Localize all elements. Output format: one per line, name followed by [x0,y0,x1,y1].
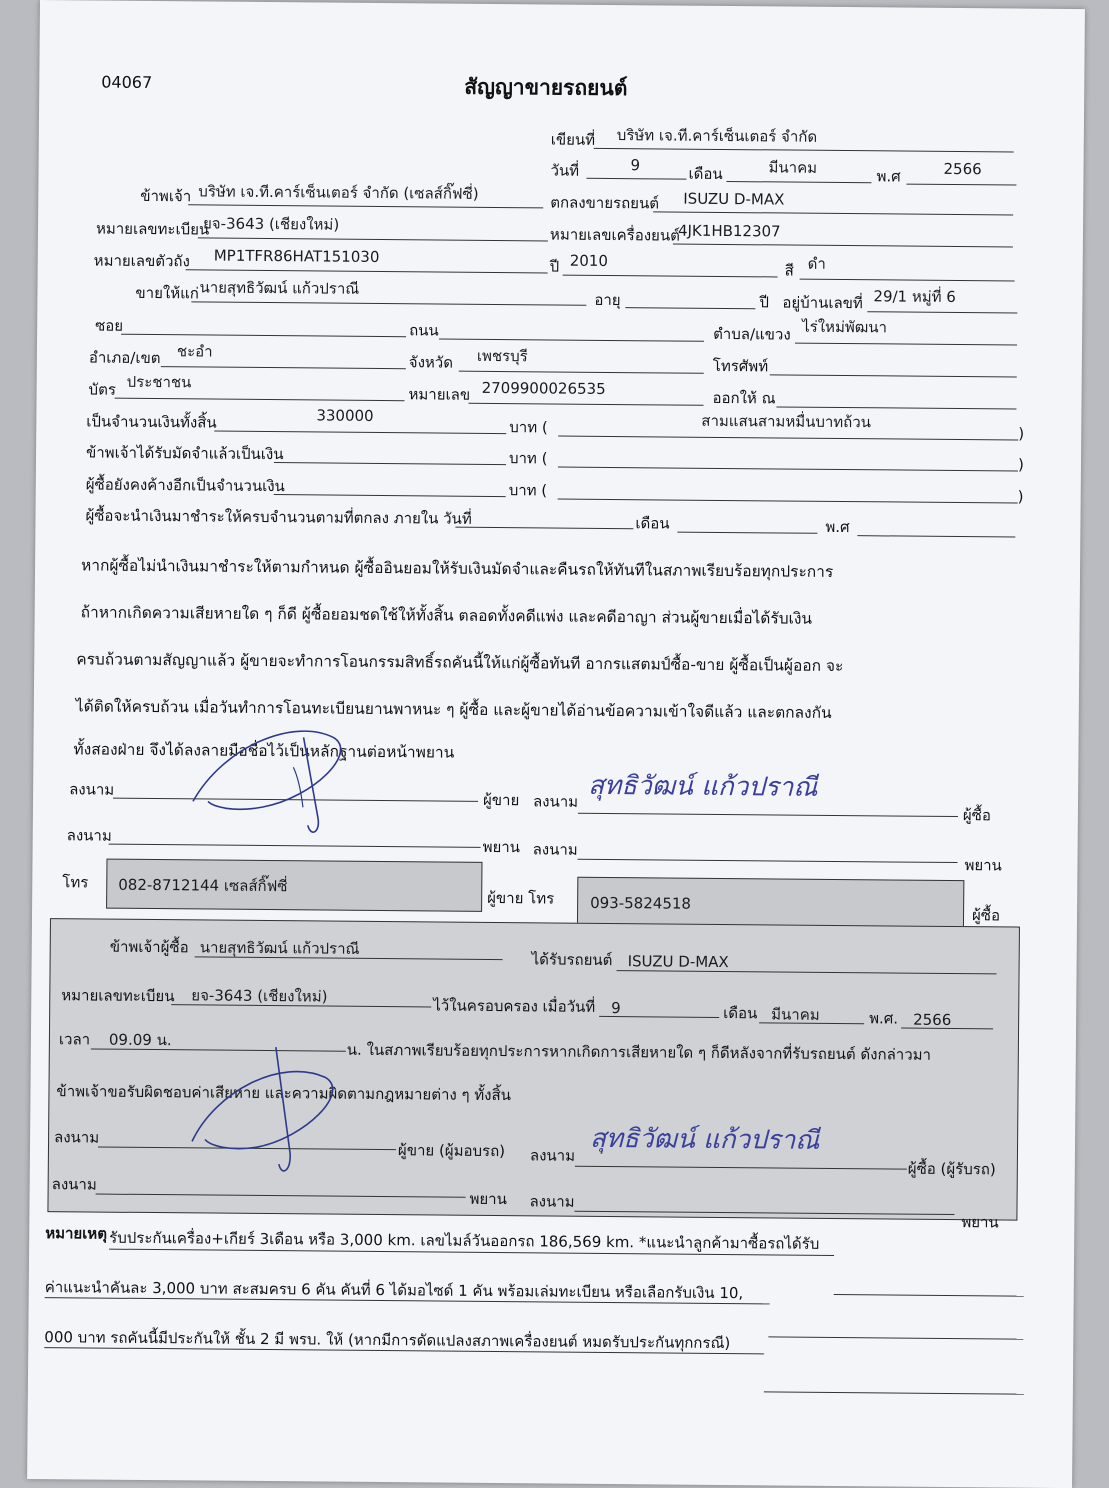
buyer-sign-line [578,813,958,817]
written-at-value: บริษัท เจ.ที.คาร์เซ็นเตอร์ จำกัด [616,126,818,146]
address-line [867,311,1017,313]
deposit-line [274,462,506,465]
due-month-line [677,532,817,534]
reg-value: ยจ-3643 (เชียงใหม่) [202,214,340,234]
subdistrict-value: ไร่ใหม่พัฒนา [802,317,888,337]
date-label: วันที่ [550,161,580,180]
vehicle-year-label: ปี [549,257,560,276]
due-label: ผู้ซื้อจะนำเงินมาชำระให้ครบจำนวนตามที่ตกลง ภายใน วันที่ [85,506,472,528]
receipt-buyer-value: นายสุทธิวัฒน์ แก้วปราณี [199,938,360,958]
vehicle-year-value: 2010 [569,251,609,270]
written-at-line [594,148,1014,153]
color-value: ดำ [807,254,826,273]
seller-phone-role: ผู้ขาย โทร [487,888,555,908]
receipt-witness-sign-label: ลงนาม [51,1175,97,1194]
province-value: เพชรบุรี [476,346,528,366]
due-year-label: พ.ศ [825,517,850,537]
receipt-witness2-sign-label: ลงนาม [529,1192,575,1211]
buyer-sign-label: ลงนาม [532,792,579,811]
terms-line-3: ครบถ้วนตามสัญญาแล้ว ผู้ขายจะทำการโอนกรรมสิทธิ์รถคันนี้ให้แก่ผู้ซื้อทันที อากรแสตมป์ซื้อ-ขาย ผู้ซื้อเป็นผู้ออก จะ [76,650,844,676]
remaining-label: ผู้ซื้อยังคงค้างอีกเป็นจำนวนเงิน [85,475,285,496]
chassis-label: หมายเลขตัวถัง [93,251,190,271]
witness1-sign-label: ลงนาม [66,826,112,845]
total-label: เป็นจำนวนเงินทั้งสิ้น [86,412,217,432]
total-words-line [558,436,1018,441]
witness2-sign-line [578,859,958,863]
card-no-line [468,403,703,406]
receipt-reg-value: ยจ-3643 (เชียงใหม่) [191,986,328,1006]
deposit-baht-label: บาท ( [508,449,548,468]
witness1-role: พยาน [482,837,521,857]
date-line [586,178,686,180]
chassis-value: MP1TFR86HAT151030 [213,246,380,266]
deposit-label: ข้าพเจ้าได้รับมัดจำแล้วเป็นเงิน [85,443,284,464]
seller-signature-drawing [183,706,354,847]
remarks-tail-2 [768,1336,1023,1339]
receipt-time-value: 09.09 น. [108,1030,172,1050]
phone-label: โทรศัพท์ [712,356,769,376]
reg-label: หมายเลขทะเบียน [95,219,210,239]
color-label: สี [784,261,794,280]
seller-line [188,204,543,208]
receipt-buyer-sign-label: ลงนาม [529,1146,576,1165]
year-label: พ.ศ [876,167,901,186]
receipt-seller-role: ผู้ขาย (ผู้มอบรถ) [397,1141,506,1161]
province-line [459,371,704,374]
deposit-words-line [558,467,1018,472]
district-value: ชะอำ [176,342,213,361]
engine-value: 4JK1HB12307 [677,221,781,241]
card-no-value: 2709900026535 [481,378,606,398]
sold-to-label: ขายให้แก่ [135,283,199,303]
card-line [115,398,405,402]
month-value: มีนาคม [768,158,818,177]
soi-line [121,334,406,337]
remarks-line-2: ค่าแนะนำคันละ 3,000 บาท สะสมครบ 6 คัน คันที่ 6 ได้มอไซด์ 1 คัน พร้อมเล่มทะเบียน หรือเลือกรับเงิน 10, [44,1278,744,1303]
remaining-close-paren: ) [1017,487,1024,506]
terms-line-5: ทั้งสองฝ่าย จึงได้ลงลายมือชื่อไว้เป็นหลักฐานต่อหน้าพยาน [73,740,455,762]
deposit-close-paren: ) [1017,455,1024,474]
date-value: 9 [630,156,641,175]
seller-value: บริษัท เจ.ที.คาร์เซ็นเตอร์ จำกัด (เซลส์กิ๊ฟซี่) [198,182,479,203]
card-no-label: หมายเลข [408,385,471,404]
card-value: ประชาชน [126,372,192,392]
remarks-label: หมายเหตุ [45,1224,108,1243]
remarks-tail-3 [764,1391,1024,1394]
total-words: สามแสนสามหมื่นบาทถ้วน [701,411,872,432]
total-close-paren: ) [1018,424,1025,443]
receipt-buyer-label: ข้าพเจ้าผู้ซื้อ [109,937,189,957]
receipt-month-label: เดือน [723,1004,758,1023]
terms-line-1: หากผู้ซื้อไม่นำเงินมาชำระให้ตามกำหนด ผู้ซื้ออินยอมให้รับเงินมัดจำและคืนรถให้ทันทีในสภาพเรียบร้อยทุกประการ [80,556,834,581]
address-label: อยู่บ้านเลขที่ [782,293,863,313]
phone-label: โทร [62,873,89,892]
written-at-label: เขียนที่ [550,130,596,149]
receipt-reg-label: หมายเลขทะเบียน [61,986,175,1006]
total-baht-label: บาท ( [509,418,548,437]
buyer-handwritten-signature: สุทธิวัฒน์ แก้วปราณี [588,770,818,803]
contract-page [27,0,1085,1488]
agree-value: ISUZU D-MAX [683,189,785,209]
engine-label: หมายเลขเครื่องยนต์ [549,225,680,245]
receipt-text-1: น. ในสภาพเรียบร้อยทุกประการหากเกิดการเสียหายใด ๆ ก็ดีหลังจากที่รับรถยนต์ ดังกล่าวมา [346,1040,932,1064]
vehicle-year-line [563,275,778,278]
road-line [439,338,704,341]
terms-line-4: ได้ติดให้ครบถ้วน เมื่อวันทำการโอนทะเบียนยานพาหนะ ๆ ผู้ซื้อ และผู้ขายได้อ่านข้อความเข้าใจดีแล้ว และตกลงกัน [75,697,832,722]
document-title: สัญญาขายรถยนต์ [464,74,628,101]
agree-line [653,211,1013,215]
seller-phone-value: 082-8712144 เซลส์กิ๊ฟซี่ [118,875,288,896]
remaining-line [274,494,506,497]
month-label: เดือน [688,164,723,183]
total-line [214,431,506,435]
issued-label: ออกให้ ณ [712,388,776,408]
subdistrict-line [795,343,1017,346]
receipt-received-label: ได้รับรถยนต์ [531,950,613,970]
buyer-phone-value: 093-5824518 [590,893,692,913]
receipt-day-value: 9 [611,999,621,1018]
phone-line [770,374,1017,377]
issued-line [776,406,1016,409]
subdistrict-label: ตำบล/แขวง [713,324,791,344]
reg-line [198,237,548,241]
receipt-buyer-handwritten-signature: สุทธิวัฒน์ แก้วปราณี [589,1123,820,1156]
due-day-line [455,527,633,530]
due-month-label: เดือน [635,514,670,533]
receipt-received-value: ISUZU D-MAX [627,952,729,972]
receipt-seller-sign-label: ลงนาม [53,1128,100,1147]
receipt-witness1-role: พยาน [469,1189,507,1209]
age-label: อายุ [594,290,621,310]
buyer-phone-role: ผู้ซื้อ [971,906,1001,925]
witness2-sign-label: ลงนาม [532,840,578,859]
card-label: บัตร [88,380,117,399]
sold-to-line [191,301,586,305]
receipt-year-label: พ.ศ. [869,1009,899,1028]
seller-sign-label: ลงนาม [69,780,115,799]
remaining-words-line [558,499,1018,504]
age-line [625,307,755,309]
receipt-month-value: มีนาคม [771,1005,820,1024]
chassis-line [186,269,548,273]
receipt-possession-label: ไว้ในครอบครอง เมื่อวันที่ [433,996,596,1016]
agree-label: ตกลงขายรถยนต์ [550,193,660,213]
district-label: อำเภอ/เขต [88,348,161,368]
province-label: จังหวัด [408,353,454,372]
remarks-line-1: รับประกันเครื่อง+เกียร์ 3เดือน หรือ 3,000 km. เลขไมล์วันออกรถ 186,569 km. *แนะนำลูกค้ามาซื้อรถได้รับ [109,1228,820,1253]
remarks-line-3: 000 บาท รถคันนี้มีประกันให้ ชั้น 2 มี พรบ. ให้ (หากมีการดัดแปลงสภาพเครื่องยนต์ หมดรับประกันทุกกรณี) [44,1328,731,1353]
seller-label: ข้าพเจ้า [140,186,192,206]
buyer-sign-role: ผู้ซื้อ [962,806,991,825]
witness2-role: พยาน [964,856,1002,875]
age-unit-label: ปี [759,293,769,312]
receipt-witness2-role: พยาน [961,1213,999,1232]
sold-to-value: นายสุทธิวัฒน์ แก้วปราณี [199,278,360,298]
document-number: 04067 [101,72,153,92]
due-year-line [857,535,1015,537]
seller-sign-role: ผู้ขาย [482,790,520,810]
receipt-year-value: 2566 [913,1010,952,1029]
engine-line [673,244,1013,248]
road-label: ถนน [409,321,439,340]
color-line [800,279,1015,282]
district-line [161,366,406,369]
receipt-text-2: ข้าพเจ้าขอรับผิดชอบค่าเสียหาย และความผิดตามกฎหมายต่าง ๆ ทั้งสิ้น [56,1082,512,1105]
terms-line-2: ถ้าหากเกิดความเสียหายใด ๆ ก็ดี ผู้ซื้อยอมชดใช้ให้ทั้งสิ้น ตลอดทั้งคดีแพ่ง และคดีอาญา ส่วนผู้ขายเมื่อได้รับเงิน [80,603,813,628]
total-value: 330000 [316,406,374,425]
remarks-tail-1 [834,1294,1024,1297]
remaining-baht-label: บาท ( [508,481,548,500]
year-line [906,184,1016,186]
receipt-buyer-role: ผู้ซื้อ (ผู้รับรถ) [907,1159,996,1179]
address-value: 29/1 หมู่ที่ 6 [873,287,956,307]
receipt-seller-signature-drawing [180,1041,351,1182]
soi-label: ซอย [95,316,124,335]
year-value: 2566 [943,159,982,179]
month-line [726,181,871,183]
receipt-time-label: เวลา [58,1030,91,1049]
